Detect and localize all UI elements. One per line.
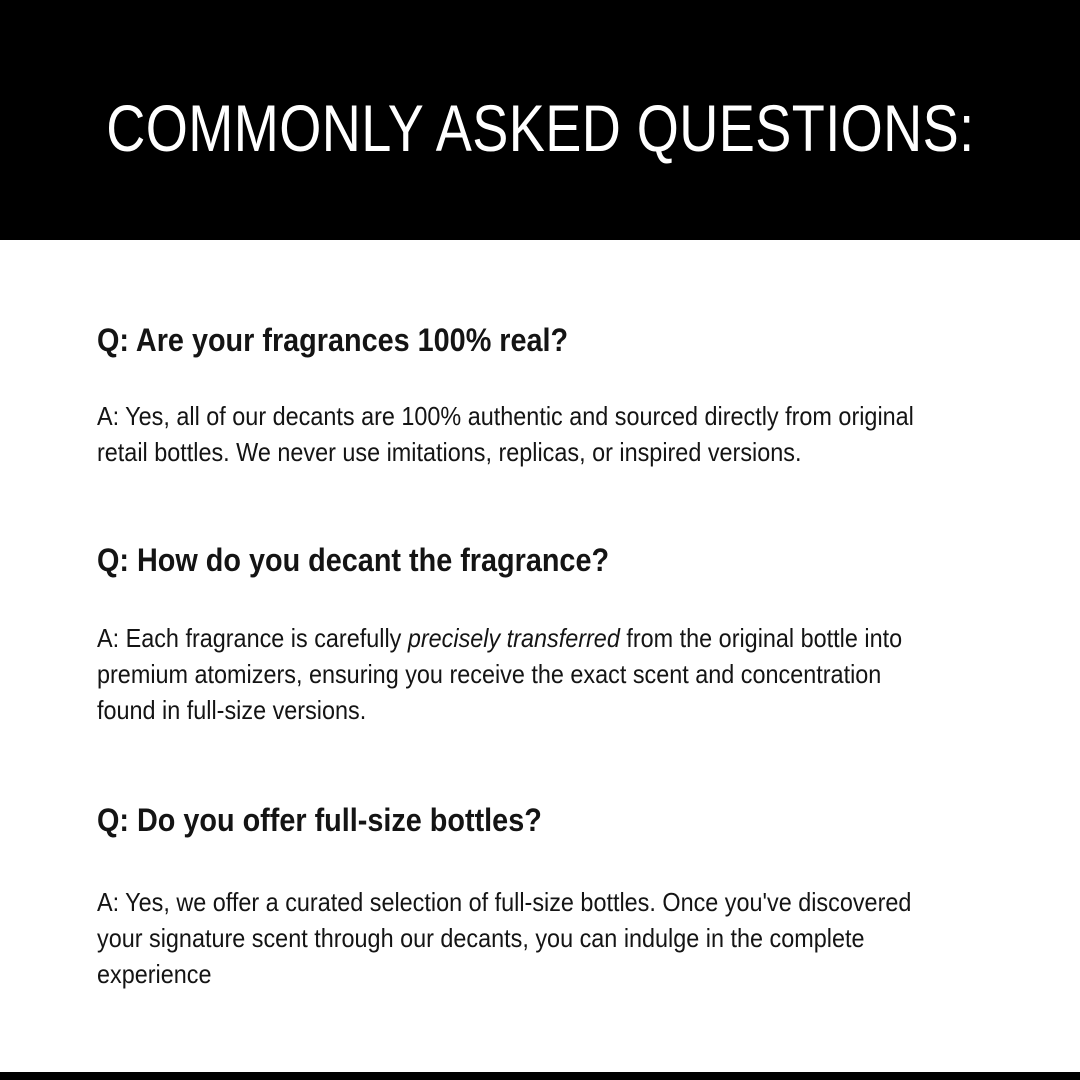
page-title: COMMONLY ASKED QUESTIONS:: [105, 91, 975, 165]
answer-line: premium atomizers, ensuring you receive the exact scent and concentration: [97, 659, 882, 689]
bottom-divider-strip: [0, 1072, 1080, 1080]
faq-question-1: Q: Are your fragrances 100% real?: [97, 322, 569, 358]
answer-line: A: Yes, we offer a curated selection of full-size bottles. Once you've discovered: [97, 887, 912, 917]
answer-line: A: Yes, all of our decants are 100% authentic and sourced directly from original: [97, 401, 914, 431]
answer-line: your signature scent through our decants, you can indulge in the complete: [97, 923, 865, 953]
answer-line: [97, 620, 902, 656]
answer-text-regular: A: Each fragrance is carefully: [97, 623, 408, 653]
answer-text-regular: from the original bottle into: [619, 623, 903, 653]
faq-question-2: Q: How do you decant the fragrance?: [97, 542, 610, 578]
faq-question-3: Q: Do you offer full-size bottles?: [97, 802, 542, 838]
header-banner: [0, 0, 1080, 240]
answer-text-italic: precisely transferred: [407, 623, 620, 653]
faq-answer-1: [97, 398, 1005, 470]
answer-line: found in full-size versions.: [97, 695, 367, 725]
faq-answer-3: [97, 884, 1002, 992]
answer-line: experience: [97, 959, 212, 989]
answer-line: retail bottles. We never use imitations, replicas, or inspired versions.: [97, 437, 802, 467]
faq-answer-2: [97, 620, 992, 728]
